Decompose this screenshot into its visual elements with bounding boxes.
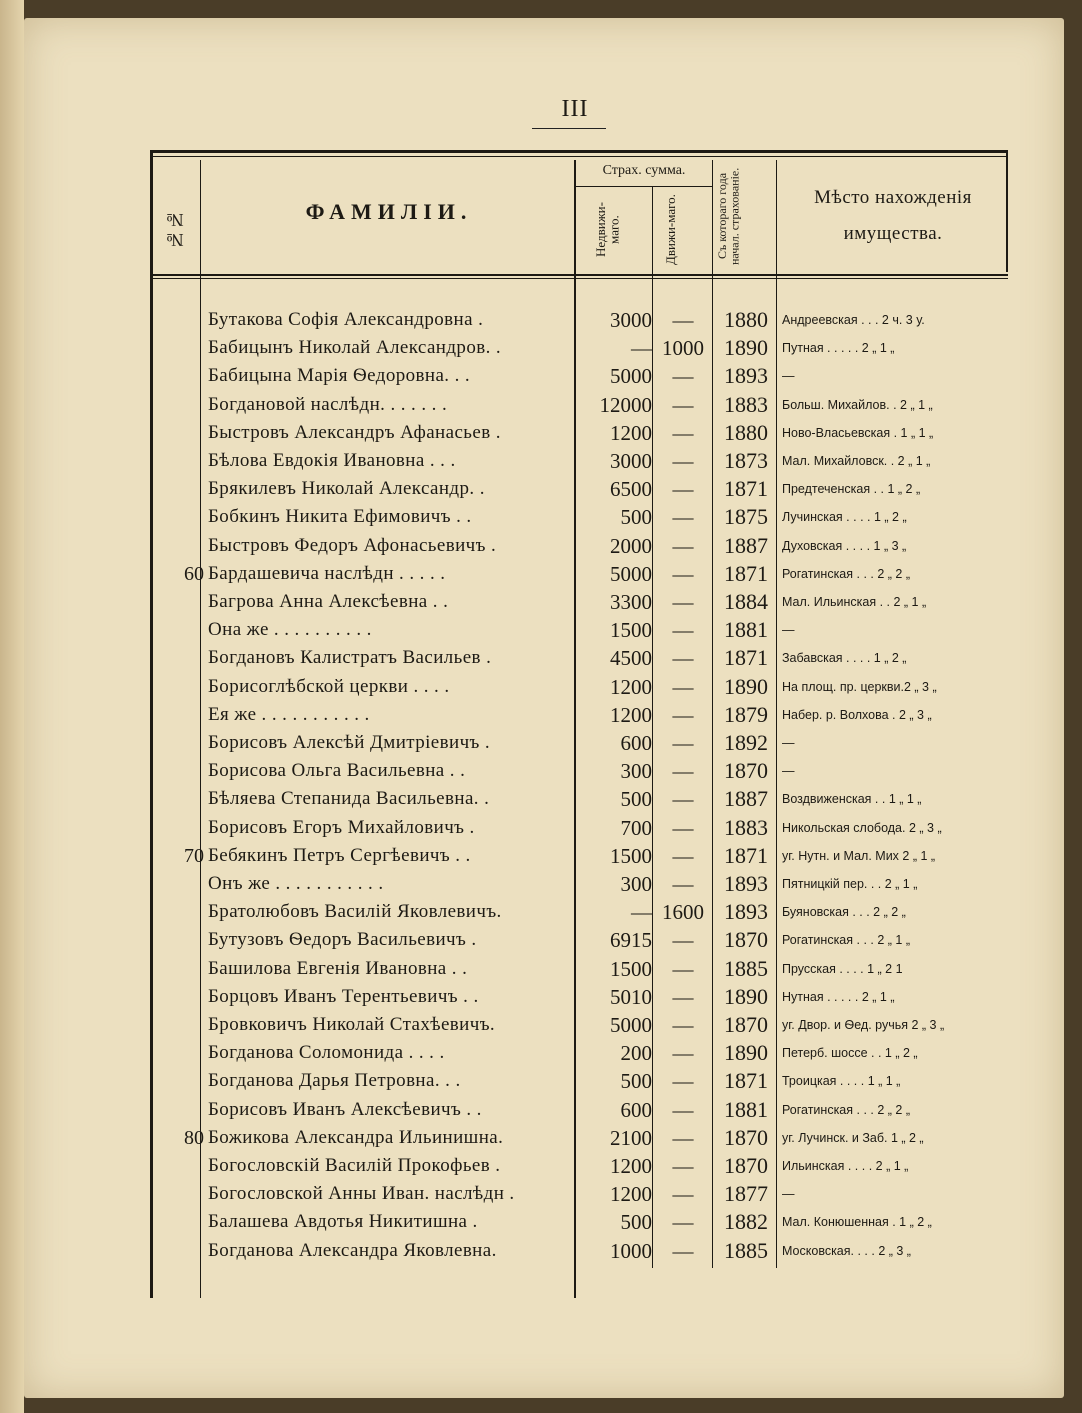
table-row <box>0 898 1082 926</box>
movable-cell: — <box>672 787 694 812</box>
name-cell: Борисовъ Егоръ Михайловичъ . <box>208 816 475 838</box>
table-top-inner-border <box>150 156 1008 157</box>
table-row <box>0 870 1082 898</box>
table-row <box>0 983 1082 1011</box>
immovable-cell: 500 <box>620 1210 652 1235</box>
location-cell: Буяновская . . . 2 „ 2 „ <box>782 905 906 920</box>
location-cell: Путная . . . . . 2 „ 1 „ <box>782 341 895 356</box>
name-cell: Борцовъ Иванъ Терентьевичъ . . <box>208 985 479 1007</box>
table-header-bottom-inner-border <box>150 278 1008 279</box>
table-row <box>0 1180 1082 1208</box>
table-row <box>0 1067 1082 1095</box>
table-row <box>0 419 1082 447</box>
name-cell: Башилова Евгенія Ивановна . . <box>208 957 468 979</box>
table-row <box>0 560 1082 588</box>
year-cell: 1879 <box>724 701 768 727</box>
name-cell: Бобкинъ Никита Ефимовичъ . . <box>208 506 472 528</box>
table-row <box>0 1039 1082 1067</box>
movable-cell: — <box>672 843 694 868</box>
movable-cell: — <box>672 533 694 558</box>
table-row <box>0 362 1082 390</box>
sum-subheader-rule <box>576 186 712 187</box>
movable-cell: — <box>672 308 694 332</box>
year-cell: 1870 <box>724 1153 768 1178</box>
year-cell: 1893 <box>724 363 768 389</box>
name-cell: Бабицынъ Николай Александров. . <box>208 337 502 359</box>
location-cell: Набер. р. Волхова . 2 „ 3 „ <box>782 707 932 722</box>
name-cell: Онъ же . . . . . . . . . . . <box>208 873 384 894</box>
table-row <box>0 842 1082 870</box>
table-row <box>0 785 1082 813</box>
year-cell: 1885 <box>724 955 768 981</box>
table-row <box>0 334 1082 362</box>
table-row <box>0 391 1082 419</box>
movable-cell: — <box>672 674 694 699</box>
immovable-cell: — <box>631 336 652 361</box>
year-cell: 1890 <box>724 335 768 361</box>
location-cell: Ново-Власьевская . 1 „ 1 „ <box>782 425 934 440</box>
immovable-cell: 1200 <box>610 702 652 727</box>
movable-cell: — <box>672 590 694 614</box>
table-row <box>0 306 1082 334</box>
year-cell: 1870 <box>724 927 768 953</box>
year-cell: 1882 <box>724 1209 768 1235</box>
immovable-cell: 1200 <box>610 1182 652 1207</box>
location-cell: — <box>782 764 795 779</box>
movable-cell: — <box>672 759 694 784</box>
location-cell: Предтеченская . . 1 „ 2 „ <box>782 482 921 497</box>
immovable-cell: 5010 <box>610 984 652 1009</box>
name-cell: Борисовъ Иванъ Алексѣевичъ . . <box>208 1098 482 1120</box>
movable-cell: — <box>672 984 694 1009</box>
table-row <box>0 955 1082 983</box>
name-cell: Быстровъ Федоръ Афонасьевичъ . <box>208 534 497 556</box>
table-row <box>0 616 1082 644</box>
movable-cell: — <box>672 646 694 671</box>
table-row <box>0 673 1082 701</box>
table-row <box>0 926 1082 954</box>
location-cell: — <box>782 1187 795 1202</box>
immovable-cell: 4500 <box>610 646 652 671</box>
name-cell: Ея же . . . . . . . . . . . <box>208 703 370 725</box>
immovable-cell: 600 <box>620 1097 652 1122</box>
immovable-cell: 2100 <box>610 1125 652 1150</box>
location-cell: Рогатинская . . . 2 „ 1 „ <box>782 933 910 948</box>
table-row <box>0 701 1082 729</box>
year-cell: 1892 <box>724 730 768 755</box>
immovable-cell: 500 <box>620 787 652 812</box>
movable-cell: — <box>672 731 694 755</box>
movable-cell: — <box>672 1013 694 1037</box>
header-number: №№ <box>165 210 185 250</box>
year-cell: 1890 <box>724 673 768 699</box>
year-cell: 1871 <box>724 476 768 502</box>
year-cell: 1870 <box>724 758 768 784</box>
year-cell: 1870 <box>724 1012 768 1037</box>
name-cell: Богданова Соломонида . . . . <box>208 1042 445 1064</box>
location-cell: Рогатинская . . . 2 „ 2 „ <box>782 1102 910 1117</box>
header-immovable: Недвижи-мaго. <box>593 202 622 258</box>
year-cell: 1893 <box>724 899 768 925</box>
row-number: 70 <box>184 844 204 867</box>
location-cell: Пятницкій пер. . . 2 „ 1 „ <box>782 877 918 891</box>
immovable-cell: 600 <box>620 731 652 755</box>
immovable-cell: 1000 <box>610 1238 652 1263</box>
location-cell: Ильинская . . . . 2 „ 1 „ <box>782 1159 909 1173</box>
immovable-cell: 500 <box>620 1069 652 1094</box>
location-cell: — <box>782 623 795 638</box>
movable-cell: — <box>672 505 694 530</box>
table-row <box>0 1208 1082 1236</box>
location-cell: Троицкая . . . . 1 „ 1 „ <box>782 1074 901 1089</box>
header-location: Мѣсто нахожденія имущества. <box>814 187 972 245</box>
location-cell: Московская. . . . 2 „ 3 „ <box>782 1243 911 1258</box>
movable-cell: — <box>672 702 694 727</box>
name-cell: Бебякинъ Петръ Сергѣевичъ . . <box>208 844 471 866</box>
movable-cell: 1600 <box>662 900 704 925</box>
immovable-cell: 5000 <box>610 1013 652 1037</box>
name-cell: Бѣлова Евдокія Ивановна . . . <box>208 450 456 471</box>
location-cell: Никольская слобода. 2 „ 3 „ <box>782 820 942 835</box>
row-number: 60 <box>184 562 204 585</box>
header-movable: Движи-маго. <box>663 194 678 266</box>
name-cell: Она же . . . . . . . . . . <box>208 619 372 641</box>
movable-cell: — <box>672 449 694 473</box>
location-cell: — <box>782 736 795 750</box>
name-cell: Балашева Авдотья Никитишна . <box>208 1211 478 1233</box>
name-cell: Божикова Александра Ильинишна. <box>208 1126 504 1148</box>
location-cell: Мал. Михайловск. . 2 „ 1 „ <box>782 454 931 468</box>
year-cell: 1883 <box>724 391 768 417</box>
location-cell: уг. Нутн. и Мал. Мих 2 „ 1 „ <box>782 848 936 863</box>
year-cell: 1881 <box>724 617 768 643</box>
year-cell: 1880 <box>724 307 768 332</box>
year-cell: 1887 <box>724 532 768 558</box>
immovable-cell: — <box>631 900 652 925</box>
year-cell: 1885 <box>724 1237 768 1263</box>
location-cell: уг. Двор. и Ѳед. ручья 2 „ 3 „ <box>782 1018 945 1032</box>
name-cell: Бѣляева Степанида Васильевна. . <box>208 788 490 810</box>
immovable-cell: 500 <box>620 505 652 530</box>
header-year: Съ котораго года начал. страхованіе. <box>715 167 742 265</box>
movable-cell: — <box>672 477 694 502</box>
location-cell: Мал. Ильинская . . 2 „ 1 „ <box>782 595 927 609</box>
table-row <box>0 1011 1082 1039</box>
movable-cell: — <box>672 420 694 445</box>
location-cell: Мал. Конюшенная . 1 „ 2 „ <box>782 1215 932 1230</box>
immovable-cell: 2000 <box>610 533 652 558</box>
name-cell: Богословской Анны Иван. наслѣдн . <box>208 1183 515 1205</box>
immovable-cell: 1500 <box>610 618 652 643</box>
movable-cell: — <box>672 364 694 389</box>
location-cell: Забавская . . . . 1 „ 2 „ <box>782 651 907 666</box>
movable-cell: — <box>672 392 694 417</box>
movable-cell: — <box>672 1041 694 1066</box>
name-cell: Быстровъ Александръ Афанасьев . <box>208 421 501 443</box>
immovable-cell: 5000 <box>610 561 652 586</box>
name-cell: Борисоглѣбской церкви . . . . <box>208 675 450 697</box>
year-cell: 1890 <box>724 1040 768 1066</box>
movable-cell: — <box>672 1238 694 1263</box>
year-cell: 1890 <box>724 983 768 1009</box>
name-cell: Багрова Анна Алексѣевна . . <box>208 591 449 612</box>
immovable-cell: 300 <box>620 759 652 784</box>
table-row <box>0 532 1082 560</box>
name-cell: Бутакова Софія Александровна . <box>208 309 484 330</box>
table-row <box>0 447 1082 475</box>
location-cell: Лучинская . . . . 1 „ 2 „ <box>782 510 907 525</box>
immovable-cell: 300 <box>620 872 652 896</box>
movable-cell: — <box>672 1125 694 1150</box>
year-cell: 1870 <box>724 1124 768 1150</box>
name-cell: Бутузовъ Ѳедоръ Васильевичъ . <box>208 929 477 951</box>
immovable-cell: 12000 <box>599 392 652 417</box>
location-cell: Нутная . . . . . 2 „ 1 „ <box>782 989 895 1004</box>
immovable-cell: 3300 <box>610 590 652 614</box>
header-surnames: ФАМИЛІИ. <box>305 199 473 224</box>
table-row <box>0 1096 1082 1124</box>
table-row <box>0 503 1082 531</box>
year-cell: 1871 <box>724 842 768 868</box>
immovable-cell: 700 <box>620 815 652 840</box>
movable-cell: — <box>672 928 694 953</box>
name-cell: Богословскій Василій Прокофьев . <box>208 1155 501 1176</box>
table-row <box>0 1152 1082 1180</box>
movable-cell: 1000 <box>662 336 704 361</box>
movable-cell: — <box>672 561 694 586</box>
name-cell: Бабицына Марія Ѳедоровна. . . <box>208 365 471 387</box>
year-cell: 1871 <box>724 1068 768 1094</box>
year-cell: 1887 <box>724 786 768 812</box>
year-cell: 1871 <box>724 560 768 586</box>
table-row <box>0 475 1082 503</box>
name-cell: Борисова Ольга Васильевна . . <box>208 760 466 782</box>
table-header-bottom-border <box>150 274 1008 276</box>
immovable-cell: 5000 <box>610 364 652 389</box>
location-cell: Больш. Михайлов. . 2 „ 1 „ <box>782 397 933 412</box>
name-cell: Богдановъ Калистратъ Васильев . <box>208 647 492 669</box>
location-cell: Воздвиженская . . 1 „ 1 „ <box>782 792 922 807</box>
immovable-cell: 1200 <box>610 674 652 699</box>
year-cell: 1893 <box>724 871 768 896</box>
year-cell: 1877 <box>724 1181 768 1207</box>
year-cell: 1873 <box>724 448 768 473</box>
location-cell: Петерб. шоссе . . 1 „ 2 „ <box>782 1046 918 1061</box>
immovable-cell: 1200 <box>610 1154 652 1178</box>
immovable-cell: 6915 <box>610 928 652 953</box>
table-top-border <box>150 150 1008 153</box>
year-cell: 1871 <box>724 645 768 671</box>
name-cell: Бардашевича наслѣдн . . . . . <box>208 562 446 584</box>
location-cell: Рогатинская . . . 2 „ 2 „ <box>782 566 910 581</box>
year-cell: 1880 <box>724 419 768 445</box>
header-insured-sum: Страх. сумма. <box>602 163 686 178</box>
table-row <box>0 1237 1082 1265</box>
location-cell: — <box>782 369 795 384</box>
immovable-cell: 1500 <box>610 843 652 868</box>
name-cell: Богданова Александра Яковлевна. <box>208 1239 497 1261</box>
location-cell: Духовская . . . . 1 „ 3 „ <box>782 538 907 553</box>
location-cell: Прусская . . . . 1 „ 2 1 <box>782 961 903 976</box>
movable-cell: — <box>672 872 694 896</box>
immovable-cell: 3000 <box>610 308 652 332</box>
immovable-cell: 6500 <box>610 477 652 502</box>
movable-cell: — <box>672 956 694 981</box>
year-cell: 1883 <box>724 814 768 840</box>
table-row <box>0 644 1082 672</box>
table-row <box>0 814 1082 842</box>
name-cell: Борисовъ Алексѣй Дмитріевичъ . <box>208 732 491 753</box>
location-cell: уг. Лучинск. и Заб. 1 „ 2 „ <box>782 1130 924 1145</box>
table-row <box>0 1124 1082 1152</box>
page-number-underline <box>532 128 606 129</box>
immovable-cell: 200 <box>620 1041 652 1066</box>
location-cell: Андреевская . . . 2 ч. 3 у. <box>782 313 925 327</box>
table-row <box>0 729 1082 757</box>
name-cell: Брякилевъ Николай Александр. . <box>208 478 485 500</box>
movable-cell: — <box>672 1069 694 1094</box>
location-cell: На площ. пр. церкви.2 „ 3 „ <box>782 679 937 694</box>
movable-cell: — <box>672 1097 694 1122</box>
movable-cell: — <box>672 1154 694 1178</box>
year-cell: 1884 <box>724 589 768 614</box>
table-row <box>0 757 1082 785</box>
year-cell: 1881 <box>724 1096 768 1122</box>
immovable-cell: 3000 <box>610 449 652 473</box>
movable-cell: — <box>672 1182 694 1207</box>
name-cell: Богдановой наслѣдн. . . . . . . <box>208 393 448 415</box>
immovable-cell: 1500 <box>610 956 652 981</box>
movable-cell: — <box>672 1210 694 1235</box>
row-number: 80 <box>184 1126 204 1149</box>
name-cell: Бровковичъ Николай Стахѣевичъ. <box>208 1014 496 1035</box>
table-right-border <box>1006 150 1008 272</box>
table-row <box>0 588 1082 616</box>
page-number: III <box>561 96 589 122</box>
year-cell: 1875 <box>724 504 768 530</box>
immovable-cell: 1200 <box>610 420 652 445</box>
name-cell: Богданова Дарья Петровна. . . <box>208 1070 461 1092</box>
movable-cell: — <box>672 618 694 643</box>
name-cell: Братолюбовъ Василій Яковлевичъ. <box>208 901 502 923</box>
movable-cell: — <box>672 815 694 840</box>
